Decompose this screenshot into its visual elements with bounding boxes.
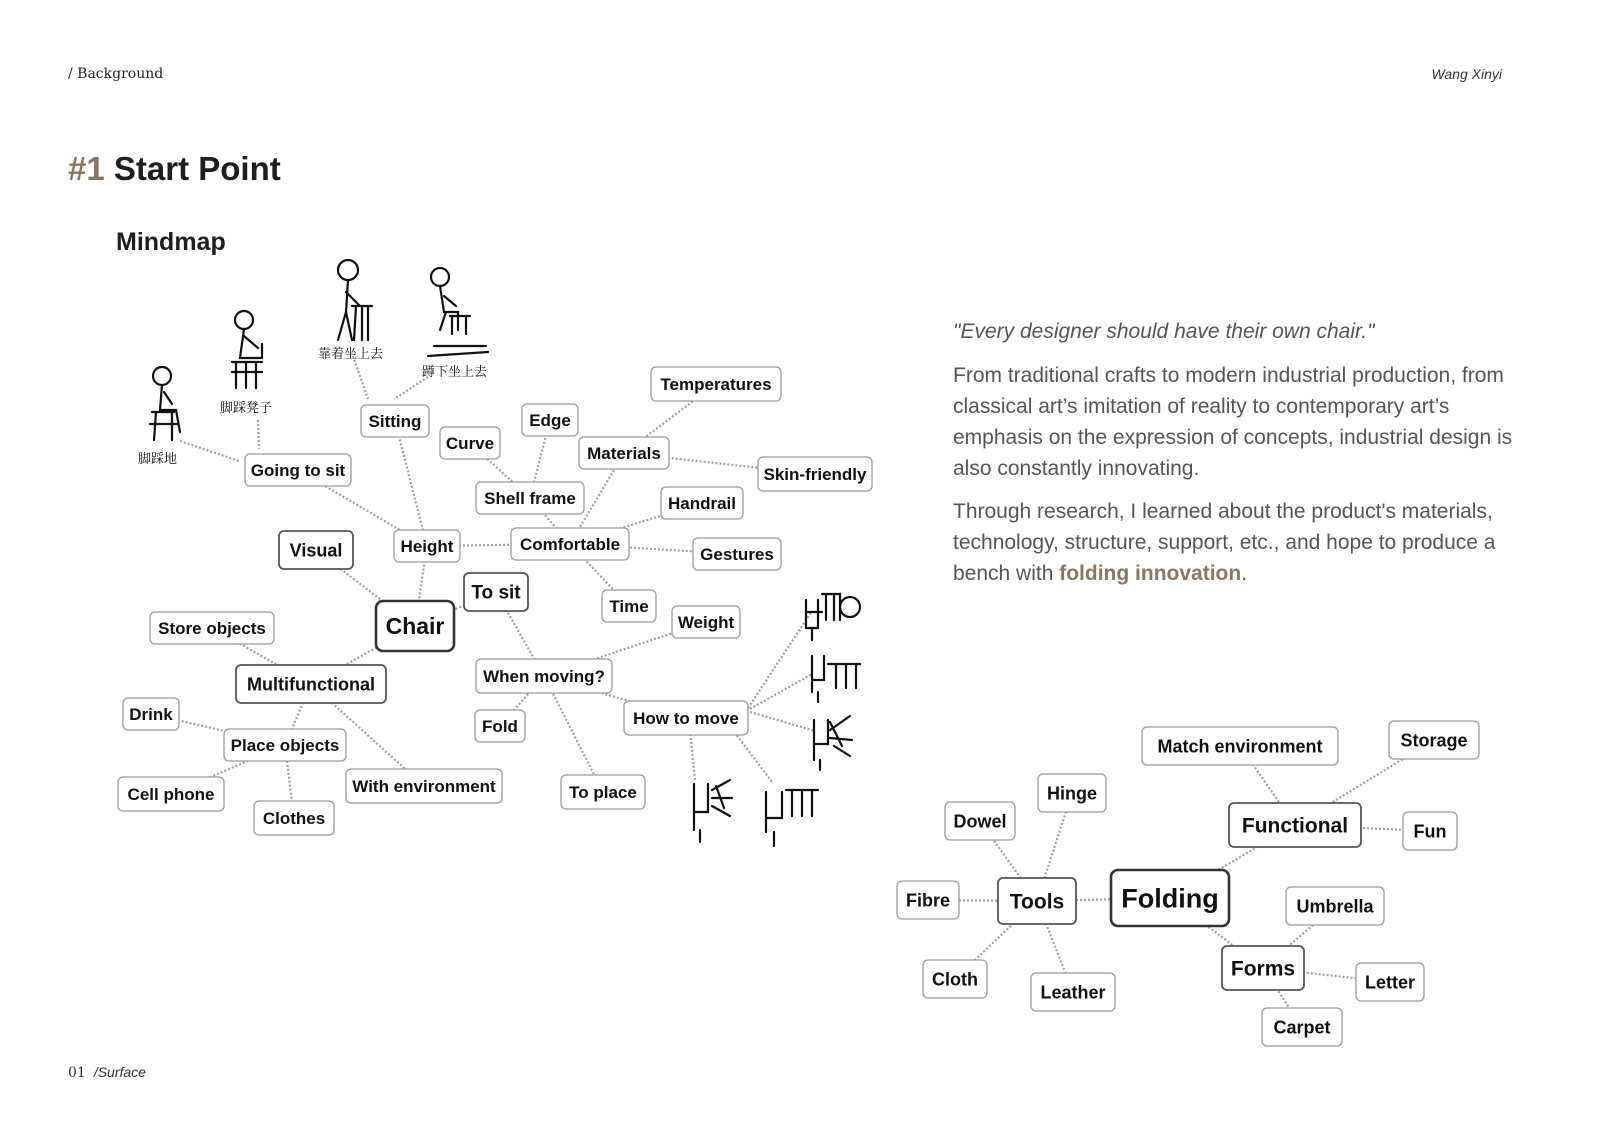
node-dowel (945, 802, 1015, 840)
node-label: Store objects (158, 618, 266, 638)
node-curve (440, 427, 500, 459)
moving-chair-sketch-1-icon (806, 594, 860, 640)
node-label: Edge (529, 410, 571, 430)
node-label: Forms (1230, 957, 1296, 981)
node-label: Curve (445, 433, 495, 453)
paragraph-1: From traditional crafts to modern industrial production, from classical art’s imitation of reality to contemporary art’s emphasis on the expression of concepts, industrial design is also constantly innovating. (953, 364, 1513, 480)
node-match-environment (1142, 727, 1338, 765)
author-name: Wang Xinyi (1431, 66, 1502, 82)
node-label: Tools (1009, 890, 1065, 914)
node-label: Fold (482, 716, 518, 736)
node-label: When moving? (483, 666, 605, 686)
node-edge (522, 404, 578, 436)
section-label: / Background (68, 66, 164, 82)
node-gestures (693, 538, 781, 570)
figure-label-3: 靠着坐上去 (318, 347, 384, 362)
node-storage (1389, 721, 1479, 759)
connector-move-1 (748, 611, 812, 708)
node-label: Chair (385, 613, 445, 640)
node-label: Gestures (700, 544, 774, 564)
moving-chair-sketch-2-icon (812, 656, 860, 702)
node-label: Going to sit (250, 460, 346, 480)
node-fibre (897, 881, 959, 919)
node-label: Handrail (667, 493, 737, 513)
node-fold (475, 710, 525, 742)
node-skin-friendly (758, 457, 872, 491)
connector-figure-2 (258, 420, 259, 449)
node-going-to-sit (245, 454, 351, 486)
connector-move-5 (690, 730, 695, 780)
node-label: Height (400, 536, 454, 556)
node-with-environment (346, 769, 502, 803)
node-tools (998, 878, 1076, 924)
node-functional (1229, 803, 1361, 847)
node-place-objects (224, 729, 346, 761)
moving-chair-sketch-3-icon (814, 716, 852, 770)
node-label: Skin-friendly (763, 464, 867, 484)
paragraph-2-highlight: folding innovation (1059, 562, 1242, 585)
title-text: Start Point (113, 150, 281, 187)
node-label: Dowel (953, 811, 1007, 832)
person-lean-to-sit-icon (338, 260, 372, 340)
mindmap-heading: Mindmap (116, 228, 226, 256)
node-how-to-move (624, 701, 748, 735)
node-label: Functional (1241, 814, 1349, 838)
moving-chair-sketch-4-icon (766, 790, 818, 846)
node-label: With environment (352, 776, 496, 796)
node-label: Place objects (230, 735, 340, 755)
node-letter (1356, 963, 1424, 1001)
node-drink (123, 698, 179, 730)
footer (68, 1064, 146, 1081)
quote: "Every designer should have their own chair." (953, 320, 1375, 343)
node-label: Match environment (1157, 736, 1323, 757)
node-materials (579, 437, 669, 469)
connector-figure-4 (394, 377, 428, 399)
node-label: Weight (677, 612, 735, 632)
person-feet-on-ground-icon (150, 367, 180, 440)
node-label: Folding (1121, 883, 1219, 914)
node-label: Time (609, 596, 649, 616)
node-label: Temperatures (660, 374, 772, 394)
node-label: To place (569, 782, 637, 802)
node-time (602, 590, 656, 622)
node-label: Clothes (262, 808, 326, 828)
node-chair (376, 601, 454, 651)
edge-height-sitting (395, 421, 427, 546)
node-label: Cloth (932, 969, 978, 990)
node-to-sit (464, 573, 528, 611)
node-multifunctional (236, 665, 386, 703)
node-label: Shell frame (484, 488, 576, 508)
connector-figure-1 (180, 441, 239, 461)
connector-move-2 (750, 674, 812, 709)
node-label: Letter (1364, 972, 1416, 993)
footer-section: /Surface (93, 1064, 146, 1080)
node-label: Cell phone (127, 784, 215, 804)
node-hinge (1038, 774, 1106, 812)
node-label: Leather (1040, 982, 1106, 1003)
node-umbrella (1286, 887, 1384, 925)
node-when-moving (476, 659, 612, 693)
node-height (394, 530, 460, 562)
node-leather (1031, 973, 1115, 1011)
connector-figure-3 (353, 356, 368, 399)
node-carpet (1262, 1008, 1342, 1046)
mindmap-nodes (118, 367, 1479, 1046)
title-number: #1 (68, 150, 105, 187)
node-weight (672, 606, 740, 638)
node-label: Umbrella (1296, 896, 1374, 917)
paragraph-2-text: Through research, I learned about the product's materials, technology, structure, support, etc., and hope to produce a bench with (953, 500, 1496, 585)
person-feet-on-stool-icon (232, 311, 262, 388)
node-sitting (361, 405, 429, 437)
figure-label-4: 蹲下坐上去 (422, 365, 488, 380)
node-label: Sitting (368, 411, 422, 431)
node-label: To sit (471, 582, 521, 604)
node-shell-frame (476, 482, 584, 514)
node-fun (1403, 812, 1457, 850)
node-forms (1222, 946, 1304, 990)
node-label: Fibre (905, 890, 951, 911)
moving-chair-sketch-5-icon (694, 780, 732, 842)
node-label: Storage (1400, 730, 1468, 751)
page-number: 01 (68, 1065, 86, 1081)
node-label: Materials (587, 443, 661, 463)
node-to-place (561, 775, 645, 809)
figure-label-1: 脚踩地 (138, 452, 178, 467)
node-comfortable (511, 528, 629, 560)
node-label: Fun (1413, 821, 1447, 842)
connector-move-3 (750, 712, 815, 731)
node-temperatures (651, 367, 781, 401)
node-clothes (254, 801, 334, 835)
node-handrail (661, 487, 743, 519)
node-folding (1111, 870, 1229, 926)
node-label: Multifunctional (247, 674, 375, 695)
node-cloth (923, 960, 987, 998)
node-label: Carpet (1273, 1017, 1331, 1038)
connector-move-4 (732, 729, 772, 782)
node-visual (279, 531, 353, 569)
node-label: How to move (633, 708, 739, 728)
node-cell-phone (118, 777, 224, 811)
node-label: Drink (129, 704, 173, 724)
paragraph-2-end: . (1241, 562, 1248, 585)
person-squat-to-sit-icon (428, 268, 488, 356)
node-label: Hinge (1046, 783, 1098, 804)
node-label: Visual (289, 540, 343, 561)
figure-label-2: 脚踩凳子 (220, 401, 273, 416)
node-store-objects (150, 612, 274, 644)
node-label: Comfortable (519, 534, 621, 554)
